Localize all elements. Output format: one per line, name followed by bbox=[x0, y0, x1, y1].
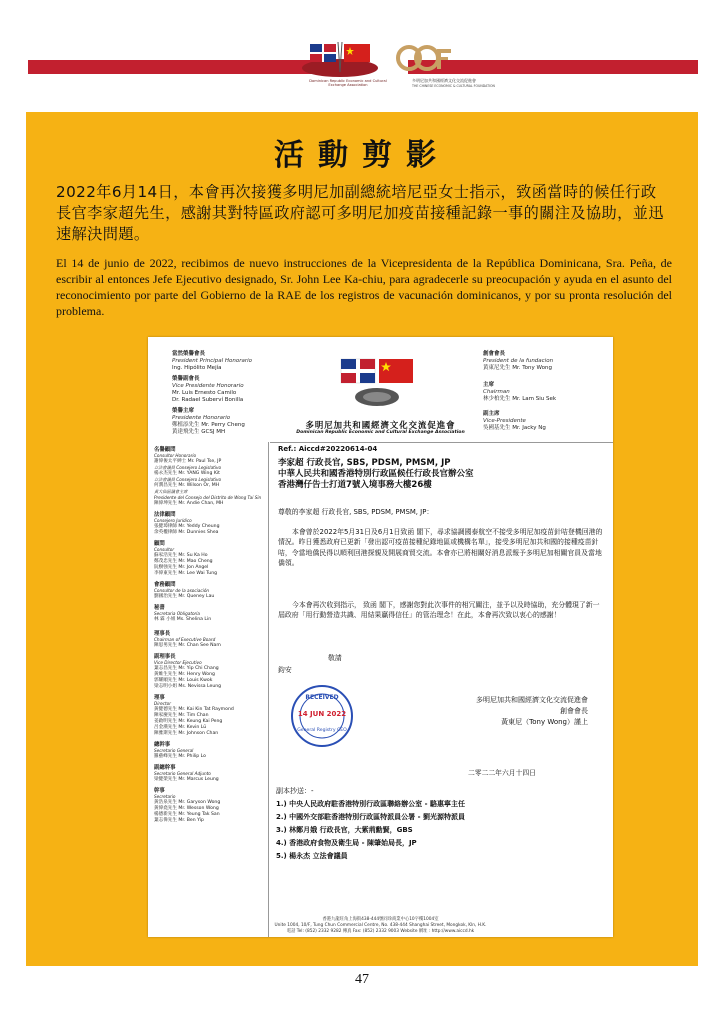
header-org-cn: 多明尼加共和國經濟文化交流促進會 bbox=[412, 78, 476, 83]
letter-top-right: 創會會長 President de la fundacion 黃東尼先生 Mr. Tony Wong 主席 Chairman 林少柏先生 Mr. Lam Siu Sek 副主席 Vice-Presidente 吳國基先生 Mr. Jacky Ng bbox=[483, 351, 557, 431]
handshake-flags-icon bbox=[333, 353, 421, 413]
letter-sidebar: 名譽顧問 Consultor Honorario 謝偉俊太平紳士 Mr. Paul Tse, JP 立法會議員 Consejero Legislativo 楊永杰先生 Mr. YANG Wing Kit 立法會議員 Consejero Legislativo 何潤昌先生 Mr. Wilson Or, MH 黃大仙區議會主席 Presidente del Consejo del Distrito de Wong Tai Sin 陳偉坤先生 Mr. Andie Chan, MH 法律顧問 Consejero Jurídico 張健璋律師 Mr. Yeddy Cheung 余英權律師 Mr. Dunnies Shea 顧問 Consultor 蘇家浩先生 Mr. Su Ka Ho 鄭茂忠先生 Mr. Mao Cheng 阮樹強先生 Mr. Jon Angel 李偉東先生 Mr. Lee Wai Tung 會務顧問 Consultor de la asociación 劉國治先生 Mr. Queney Lau 秘書 Secretaria Obligatoria 林 霖 小姐 Ms. Shelina Lin 理事長 Chairman of Executive Board 陳思男先生 Mr. Chan See Nam 副理事長 Vice Director Ejecutivo 葉志昌先生 Mr. Yip Chi Chang 黃維生先生 Mr. Henry Wong 郭耀順先生 Mr. Louis Kwok 梁志明小姐 Ms. Nevissa Leung 理事 Director 黃健德先生 Mr. Kai Kin Tat Raymond 陳家慶先生 Mr. Tim Chan 姜啟明先生 Mr. Keung Kai Peng 呂金漢先生 Mr. Kevin Lü 陳雅斯先生 Mr. Johnson Chan 總幹事 Secretario General 羅藝峰先生 Mr. Philip Lo 副總幹事 Secretario General Adjunto 梁健榮先生 Mr. Marcus Leung 幹事 Secretario 黃浩泉先生 Mr. Garyson Wong 黃偉堯先生 Mr. Wesson Wong 楊德新先生 Mr. Yeung Tak San 葉志偉先生 Mr. Ben Yip bbox=[154, 447, 262, 823]
letter-signature: 多明尼加共和國經濟文化交流促進會 創會會長 黃東尼（Tony Wong）謹上 bbox=[476, 696, 588, 726]
stamp-received: RECEIVED bbox=[305, 694, 339, 701]
letter-side-divider bbox=[268, 442, 269, 937]
header-bar-left bbox=[28, 60, 318, 74]
letter-divider bbox=[270, 442, 613, 443]
letter-top-left: 當然榮譽會長 President Principal Honorario Ing. Hipólito Mejía 榮譽副會長 Vice Presidente Honorario Mr. Luis Ernesto Camilo Dr. Radael Suberví Bonilla 榮譽主席 Presidente Honorario 鄭植添先生 Mr. Perry Cheng 黃達飛先生 GCSJ MH bbox=[172, 351, 253, 435]
letter-closing-1: 敬請 bbox=[328, 654, 342, 662]
letter-paragraph-2: 今本會再次收到指示， 致函 閣下，感謝您對此次事件的相冗關注，並予以及時協助，充分體現了新一屆政府「用行動營造共識、用結果贏得信任」的管治理念！在此，本會再次致以衷心的感謝！ bbox=[278, 601, 600, 620]
page-number: 47 bbox=[355, 972, 369, 987]
letter-image bbox=[148, 337, 613, 937]
letter-date: 二零二二年六月十四日 bbox=[468, 769, 536, 777]
header-org-en-right: THE CHINESE ECONOMIC & CULTURAL FOUNDATION bbox=[412, 84, 495, 88]
header-org-en: Dominican Republic Economic and Cultural Exchange Association bbox=[309, 79, 387, 87]
stamp-bottom: General Registry CEO bbox=[297, 728, 347, 733]
spanish-paragraph: El 14 de junio de 2022, recibimos de nuevo instrucciones de la Vicepresidenta de la República Dominicana, Sra. Peña, de escribir al entonces Jefe Ejecutivo designado, Sr. John Lee Ka-chiu, para agradecerle su preocupación y ayuda en el asunto del reconocimiento por parte del Gobierno de la RAE de los registros de vacunación dominicanos, y por su pronta resolución del problema. bbox=[56, 256, 672, 318]
chinese-paragraph: 2022年6月14日，本會再次接獲多明尼加副總統培尼亞女士指示，致函當時的候任行政長官李家超先生，感謝其對特區政府認可多明尼加疫苗接種記錄一事的關注及協助，並迅速解決問題。 bbox=[56, 183, 664, 243]
content-panel bbox=[26, 112, 698, 966]
stamp-date: 14 JUN 2022 bbox=[297, 710, 347, 718]
cf-logo-icon bbox=[395, 44, 455, 72]
letter-closing-2: 鈞安 bbox=[278, 666, 292, 674]
letter-cc-list: 副本抄送：- 1.) 中央人民政府駐香港特別行政區聯絡辦公室 - 駱惠寧主任 2.) 中國外交部駐香港特別行政區特派員公署 - 劉光源特派員 3.) 林鄭月娥 行政長官，大紫荊勳賢，GBS 4.) 香港政府食物及衛生局 - 陳肇始局長，JP 5.) 楊永杰 立法會議員 bbox=[276, 787, 465, 860]
letter-ref: Ref.: Aiccd#20220614-04 bbox=[278, 445, 378, 453]
page-title: 活動剪影 bbox=[274, 138, 450, 173]
letter-footer: 香港九龍旺角上海街438-444號同珍商業中心10字樓1004室 Unite 1004, 10/F, Tung Chun Commercial Centre, No. 438-444 Shanghai Street, Mongkok, Kln, H.K. 電話 Tel: (852) 2332 9282 傳真 Fax: (852) 2332 9003 Website 網址 : http://www.aiccd.hk bbox=[274, 917, 487, 934]
flags-logo-icon bbox=[300, 38, 380, 78]
letter-salutation: 尊敬的李家超 行政長官, SBS, PDSM, PMSM, JP： bbox=[278, 508, 434, 516]
letter-org-cn: 多明尼加共和國經濟文化交流促進會 bbox=[305, 420, 456, 430]
letter-org-en: Dominican Republic Economic and Cultural Exchange Association bbox=[296, 430, 465, 435]
page-header bbox=[0, 0, 724, 92]
letter-address: 李家超 行政長官, SBS, PDSM, PMSM, JP 中華人民共和國香港特別行政區候任行政長官辦公室 香港灣仔告士打道7號入境事務大樓26樓 bbox=[278, 458, 474, 490]
letter-paragraph-1: 本會曾於2022年5月31日及6月1日致函 閣下，尋求協調國泰航空不接受多明尼加疫苗針咭登機回港的情況。昨日獲悉政府已更新「發出認可疫苗接種紀錄地區或機構名單」，接受多明尼加共和國的接種疫苗針咭，令當地僑民得以順利回港探親及開展商貿交流。本會亦已將相關好消息派報予多明尼加相關官員及當地僑領。 bbox=[278, 528, 603, 568]
